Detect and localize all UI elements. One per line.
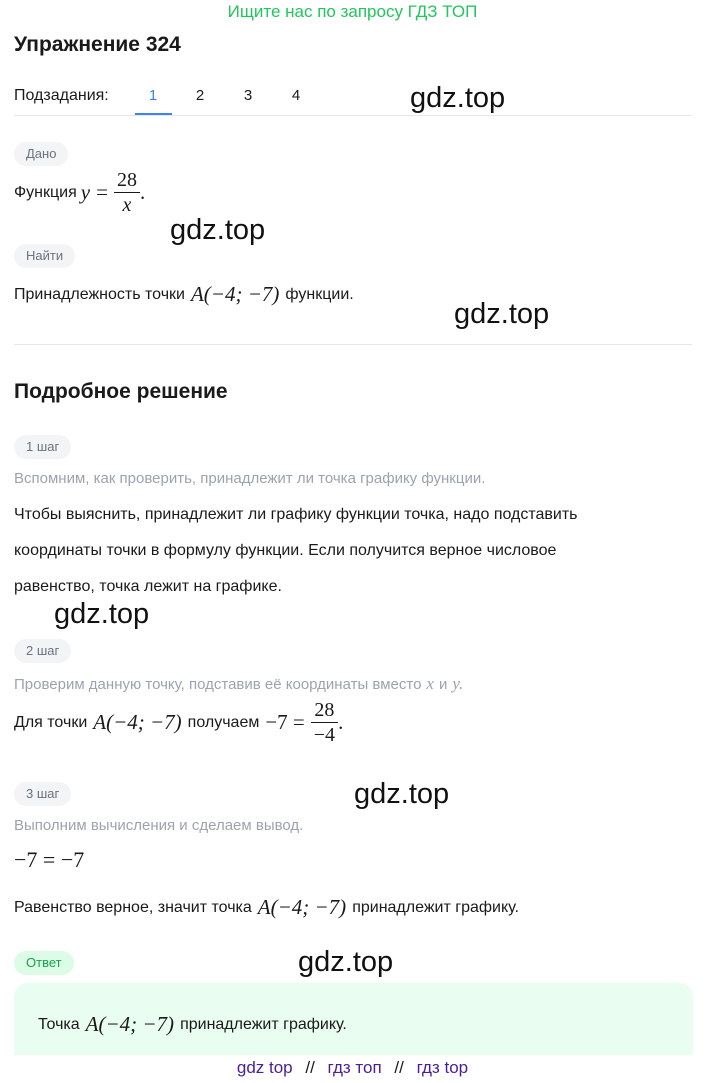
step-2-badge: 2 шаг bbox=[14, 639, 71, 663]
footer-sep-2: // bbox=[394, 1058, 404, 1077]
footer-links bbox=[0, 1058, 705, 1078]
step-2-text-mid: получаем bbox=[187, 713, 260, 731]
watermark-3: gdz.top bbox=[454, 298, 550, 330]
find-point: A(−4; −7) bbox=[190, 282, 280, 306]
watermark-6: gdz.top bbox=[298, 946, 394, 978]
footer-link-1[interactable]: gdz top bbox=[236, 1058, 293, 1077]
footer-link-2[interactable]: гдз топ bbox=[327, 1058, 382, 1077]
subtasks-label: Подзадания: bbox=[14, 87, 109, 104]
given-fraction bbox=[114, 168, 140, 217]
tab-subtask-3[interactable]: 3 bbox=[243, 87, 253, 104]
step-2-end: . bbox=[338, 710, 344, 734]
step-2-hint-x: x bbox=[426, 674, 434, 693]
answer-badge: Ответ bbox=[14, 951, 74, 975]
step-3-hint: Выполним вычисления и сделаем вывод. bbox=[14, 817, 304, 834]
tab-subtask-4[interactable]: 4 bbox=[291, 87, 301, 104]
find-text-after: функции. bbox=[285, 285, 354, 303]
step-2-fraction bbox=[311, 698, 338, 747]
page-title: Упражнение 324 bbox=[14, 33, 181, 56]
given-eq: = bbox=[96, 180, 108, 204]
step-2-hint bbox=[14, 674, 463, 694]
tab-subtask-2[interactable]: 2 bbox=[195, 87, 205, 104]
step-2-point: A(−4; −7) bbox=[93, 710, 182, 734]
section-divider bbox=[14, 344, 692, 345]
answer-statement bbox=[38, 1012, 347, 1037]
step-1-line-2: координаты точки в формулу функции. Если получится верное числовое bbox=[14, 542, 557, 559]
step-1-badge: 1 шаг bbox=[14, 435, 71, 459]
given-var: y bbox=[80, 180, 91, 204]
given-badge: Дано bbox=[14, 142, 68, 166]
step-2-denominator: −4 bbox=[313, 724, 336, 746]
tabs-divider bbox=[14, 115, 692, 116]
footer-sep-1: // bbox=[305, 1058, 315, 1077]
step-1-hint: Вспомним, как проверить, принадлежит ли точка графику функции. bbox=[14, 470, 486, 487]
tab-subtask-1[interactable]: 1 bbox=[148, 87, 158, 104]
step-2-lhs: −7 = bbox=[265, 710, 305, 734]
watermark-5: gdz.top bbox=[354, 778, 450, 810]
given-text: Функция bbox=[14, 183, 77, 201]
given-denominator: x bbox=[122, 194, 132, 216]
find-badge: Найти bbox=[14, 244, 75, 268]
step-2-text-before: Для точки bbox=[14, 713, 88, 731]
step-1-line-3: равенство, точка лежит на графике. bbox=[14, 578, 282, 595]
step-3-badge: 3 шаг bbox=[14, 782, 71, 806]
search-banner[interactable]: Ищите нас по запросу ГДЗ ТОП bbox=[227, 2, 478, 21]
find-statement bbox=[14, 282, 354, 307]
step-1-line-1: Чтобы выяснить, принадлежит ли графику функции точка, надо подставить bbox=[14, 506, 578, 523]
step-3-text-after: принадлежит графику. bbox=[352, 898, 519, 916]
answer-point: A(−4; −7) bbox=[85, 1012, 175, 1036]
active-tab-indicator bbox=[135, 113, 172, 115]
answer-text-after: принадлежит графику. bbox=[180, 1015, 347, 1033]
step-2-statement bbox=[14, 698, 343, 747]
step-3-conclusion bbox=[14, 895, 519, 920]
step-3-text-before: Равенство верное, значит точка bbox=[14, 898, 252, 916]
watermark-4: gdz.top bbox=[54, 598, 150, 630]
step-2-hint-and: и bbox=[438, 675, 448, 693]
given-end: . bbox=[139, 180, 146, 204]
step-2-hint-text: Проверим данную точку, подставив её координаты вместо bbox=[14, 675, 422, 693]
answer-text-before: Точка bbox=[38, 1015, 80, 1033]
step-2-hint-y: y. bbox=[452, 674, 464, 693]
given-numerator: 28 bbox=[114, 168, 140, 193]
find-text-before: Принадлежность точки bbox=[14, 285, 185, 303]
step-2-numerator: 28 bbox=[311, 698, 338, 723]
watermark-2: gdz.top bbox=[170, 214, 266, 246]
watermark-1: gdz.top bbox=[410, 82, 506, 114]
given-statement bbox=[14, 168, 145, 217]
solution-title: Подробное решение bbox=[14, 380, 228, 403]
step-3-equation: −7 = −7 bbox=[14, 847, 85, 872]
step-3-point: A(−4; −7) bbox=[257, 895, 347, 919]
footer-link-3[interactable]: гдз top bbox=[416, 1058, 469, 1077]
